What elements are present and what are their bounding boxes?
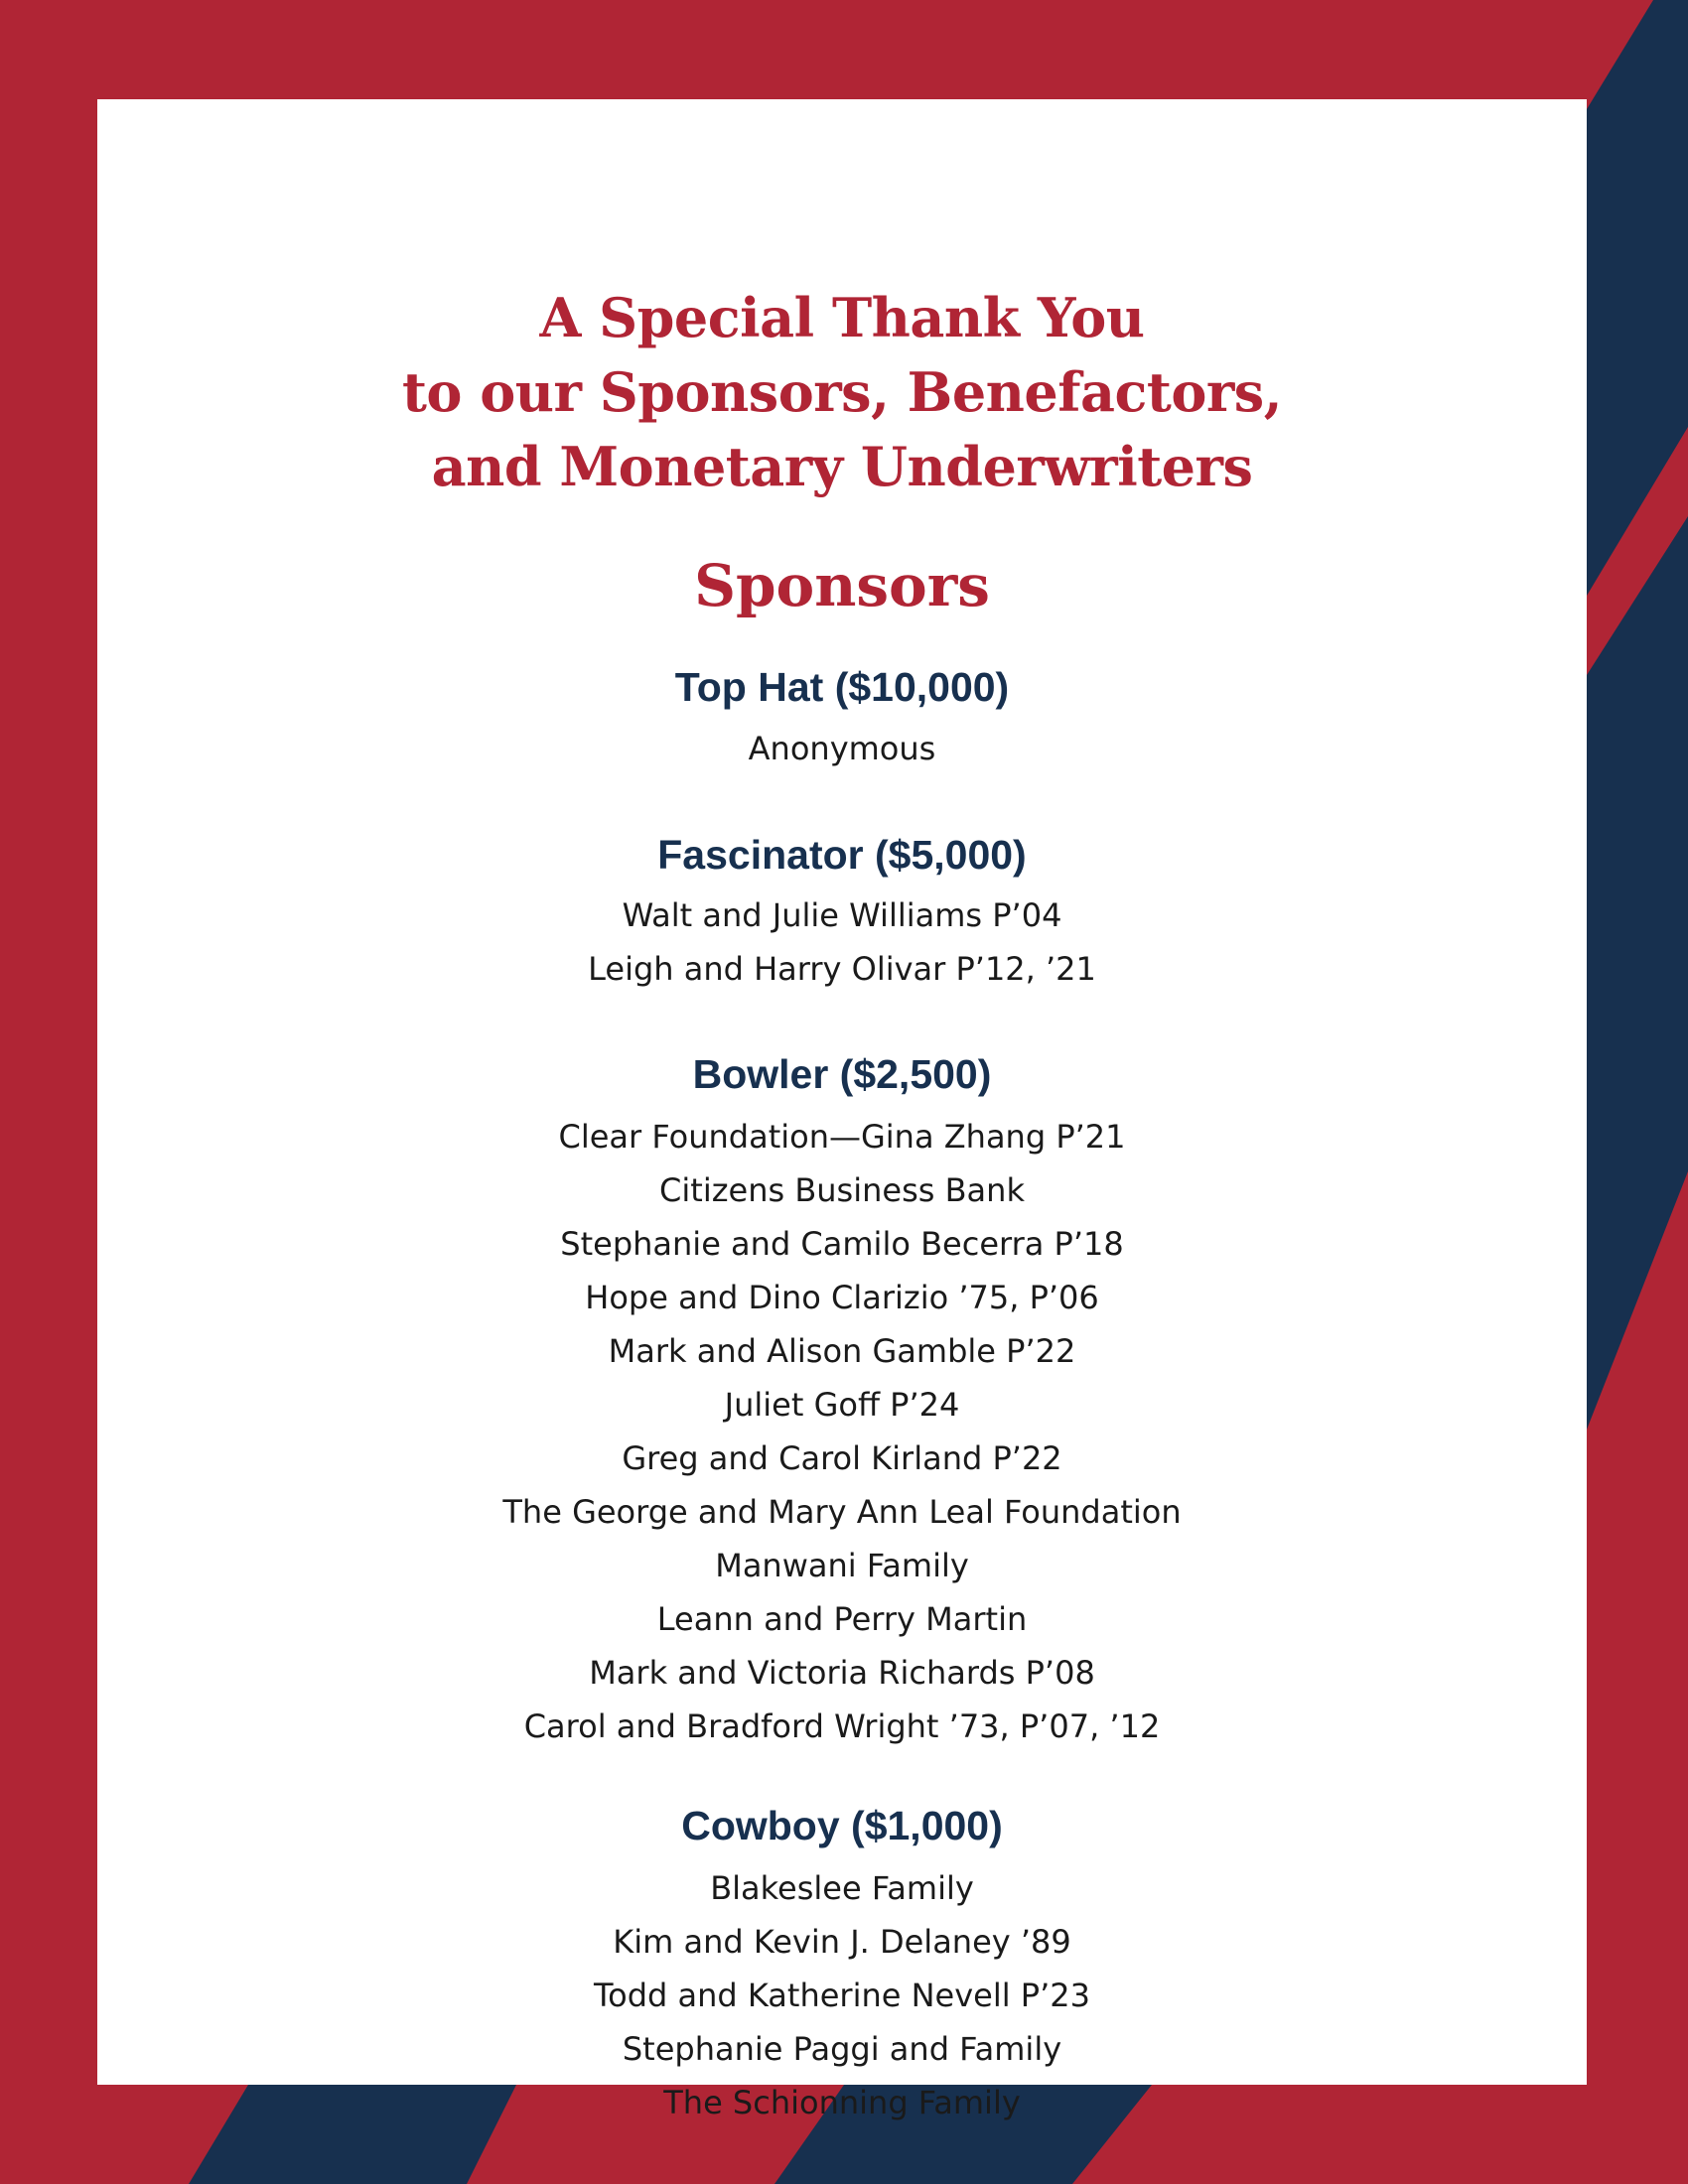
heading-line-1: A Special Thank You xyxy=(539,286,1145,349)
tier-title-cowboy: Cowboy ($1,000) xyxy=(681,1803,1003,1848)
sponsor-name: Anonymous xyxy=(748,730,936,767)
sponsor-name: Stephanie and Camilo Becerra P’18 xyxy=(560,1225,1124,1263)
sponsor-name: Blakeslee Family xyxy=(710,1869,974,1907)
sponsor-name: Walt and Julie Williams P’04 xyxy=(622,896,1062,934)
sponsor-name: Mark and Alison Gamble P’22 xyxy=(608,1332,1076,1370)
tier-title-fascinator: Fascinator ($5,000) xyxy=(657,832,1027,878)
sponsor-name: Mark and Victoria Richards P’08 xyxy=(589,1654,1095,1692)
heading-line-3: and Monetary Underwriters xyxy=(431,435,1253,498)
sponsor-name: Citizens Business Bank xyxy=(659,1171,1025,1209)
tier-title-bowler: Bowler ($2,500) xyxy=(692,1051,992,1097)
sponsor-name: Hope and Dino Clarizio ’75, P’06 xyxy=(585,1279,1099,1316)
sponsor-name: Leigh and Harry Olivar P’12, ’21 xyxy=(588,950,1096,988)
sponsor-name: Juliet Goff P’24 xyxy=(724,1386,960,1424)
sponsor-name: Carol and Bradford Wright ’73, P’07, ’12 xyxy=(523,1707,1161,1745)
content-panel xyxy=(97,99,1587,2121)
sponsor-name: Manwani Family xyxy=(715,1547,969,1584)
section-title-sponsors: Sponsors xyxy=(694,552,990,619)
sponsor-name: The Schionning Family xyxy=(663,2084,1021,2121)
sponsor-name: Kim and Kevin J. Delaney ’89 xyxy=(613,1923,1071,1961)
heading-line-2: to our Sponsors, Benefactors, xyxy=(401,360,1283,424)
tier-title-top-hat: Top Hat ($10,000) xyxy=(674,664,1010,710)
sponsor-name: Leann and Perry Martin xyxy=(656,1600,1028,1638)
sponsor-name: Clear Foundation—Gina Zhang P’21 xyxy=(558,1118,1126,1156)
sponsor-name: Todd and Katherine Nevell P’23 xyxy=(594,1977,1090,2014)
sponsor-name: Greg and Carol Kirland P’22 xyxy=(622,1439,1062,1477)
sponsor-name: The George and Mary Ann Leal Foundation xyxy=(502,1493,1182,1531)
sponsor-name: Stephanie Paggi and Family xyxy=(622,2030,1062,2068)
